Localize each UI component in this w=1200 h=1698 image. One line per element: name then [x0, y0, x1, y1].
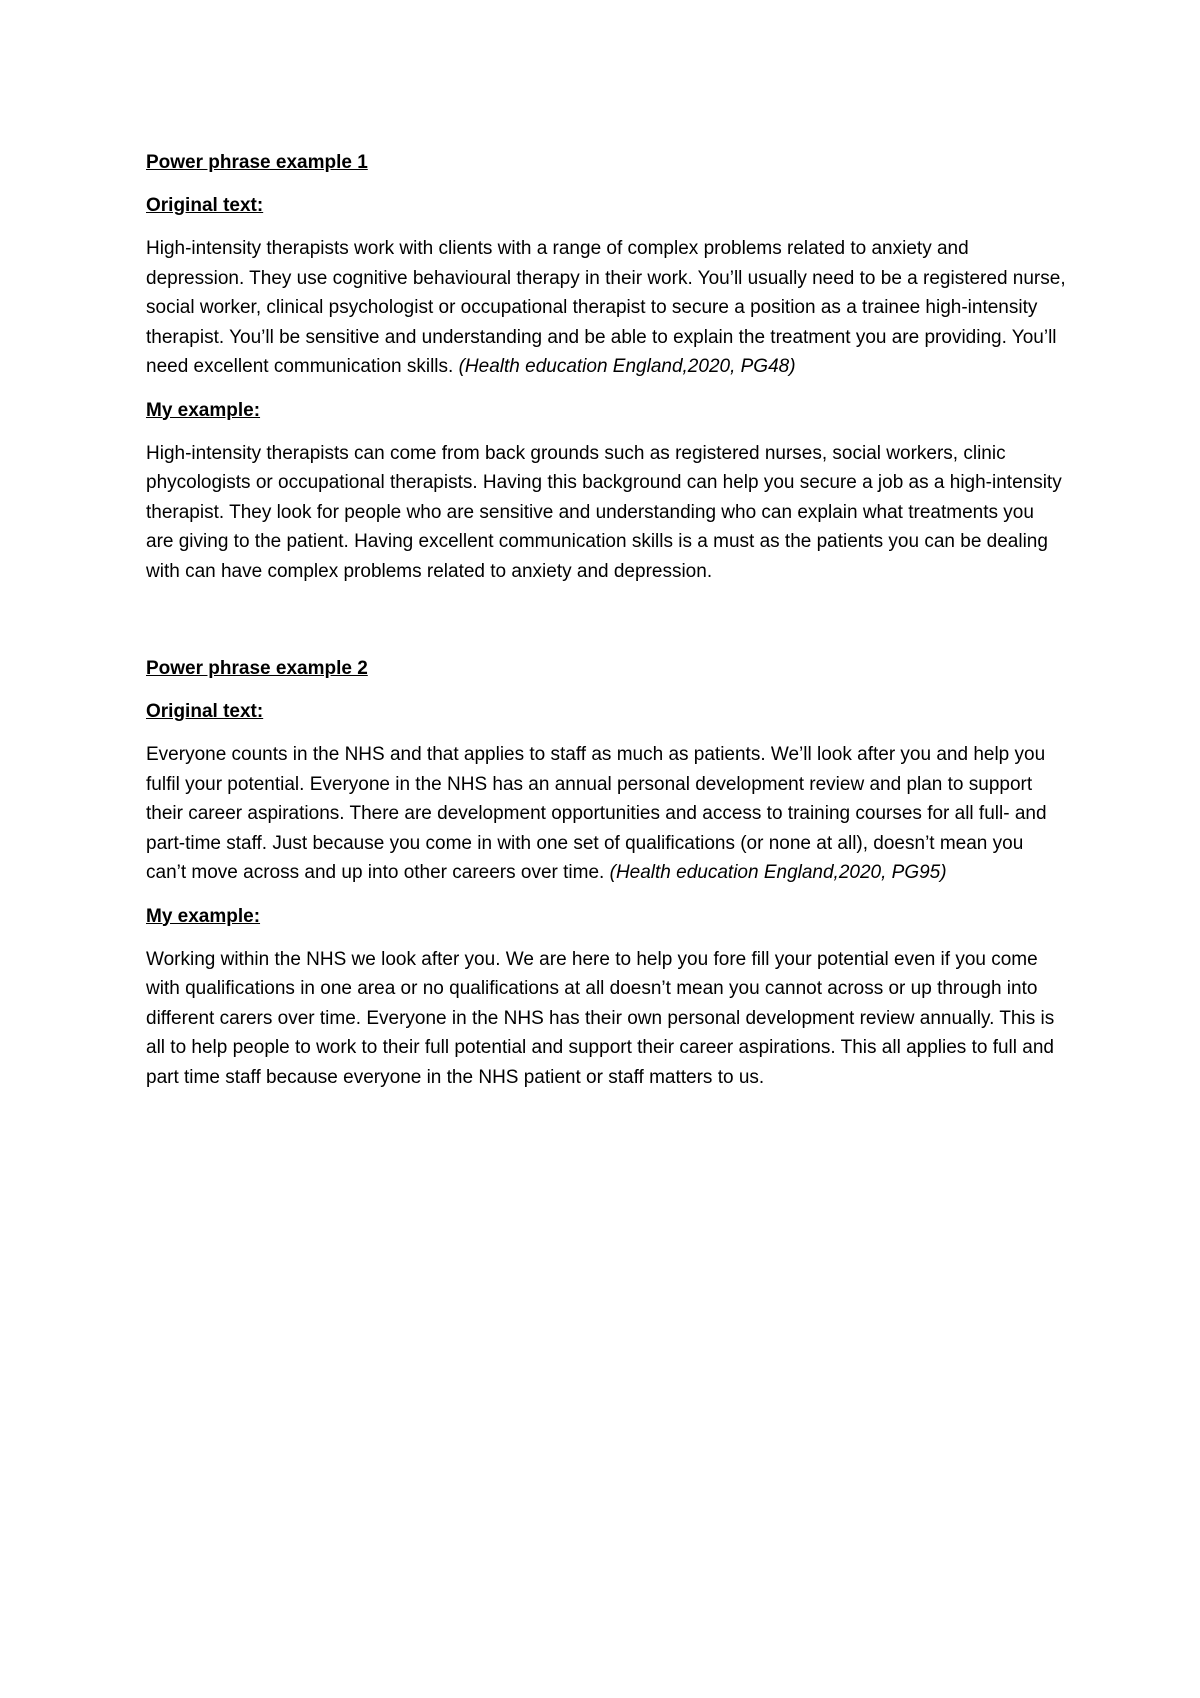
section-2-my-label: My example:	[146, 905, 261, 927]
section-2-original-text: Everyone counts in the NHS and that applies to staff as much as patients. We’ll look after you and help you fulfil your potential. Everyone in the NHS has an annual personal development review and plan to support their career aspirations. There are development opportunities and access to training courses for all full- and part-time staff. Just because you come in with one set of qualifications (or none at all), doesn’t mean you can’t move across and up into other careers over time.	[146, 744, 1047, 883]
section-spacer	[146, 602, 1066, 654]
document-body	[146, 148, 1066, 1108]
section-1-my-label: My example:	[146, 399, 261, 421]
section-2-original-paragraph	[146, 740, 1066, 888]
section-1-title: Power phrase example 1	[146, 152, 368, 173]
section-1	[146, 148, 1066, 586]
section-1-my-text: High-intensity therapists can come from back grounds such as registered nurses, social workers, clinic phycologists or occupational therapists. Having this background can help you secure a job as a high-intensity therapist. They look for people who are sensitive and understanding who can explain what treatments you are giving to the patient. Having excellent communication skills is a must as the patients you can be dealing with can have complex problems related to anxiety and depression.	[146, 442, 1062, 582]
section-1-original-paragraph	[146, 234, 1066, 382]
section-1-original-text: High-intensity therapists work with clients with a range of complex problems related to anxiety and depression. They use cognitive behavioural therapy in their work. You’ll usually need to be a registered nurse, social worker, clinical psychologist or occupational therapist to secure a position as a trainee high-intensity therapist. You’ll be sensitive and understanding and be able to explain the treatment you are providing. You’ll need excellent communication skills.	[146, 238, 1066, 377]
section-1-original-label: Original text:	[146, 195, 264, 216]
section-2-my-text: Working within the NHS we look after you. We are here to help you fore fill your potential even if you come with qualifications in one area or no qualifications at all doesn’t mean you cannot across or up through into different carers over time. Everyone in the NHS has their own personal development review annually. This is all to help people to work to their full potential and support their career aspirations. This all applies to full and part time staff because everyone in the NHS patient or staff matters to us.	[146, 948, 1055, 1088]
section-2-original-citation: (Health education England,2020, PG95)	[609, 862, 947, 883]
section-1-original-citation: (Health education England,2020, PG48)	[458, 356, 796, 377]
section-2-title: Power phrase example 2	[146, 658, 368, 679]
section-2	[146, 654, 1066, 1092]
section-2-original-label: Original text:	[146, 701, 264, 722]
